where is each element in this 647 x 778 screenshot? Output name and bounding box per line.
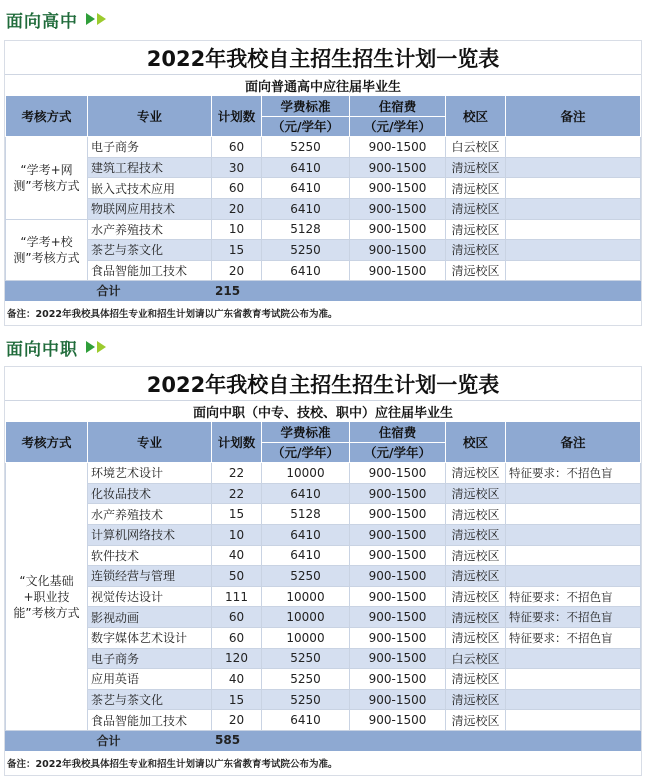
total-filler (262, 281, 641, 301)
major-cell: 软件技术 (88, 545, 212, 566)
fee-cell: 10000 (262, 586, 350, 607)
plan-cell: 60 (212, 627, 262, 648)
major-cell: 视觉传达设计 (88, 586, 212, 607)
campus-cell: 清远校区 (446, 463, 506, 484)
fee-cell: 5250 (262, 669, 350, 690)
table-row (6, 627, 641, 648)
dorm-cell: 900-1500 (350, 463, 446, 484)
note-cell: 特征要求：不招色盲 (506, 607, 641, 628)
campus-cell: 清远校区 (446, 669, 506, 690)
dorm-cell: 900-1500 (350, 524, 446, 545)
note-cell (506, 669, 641, 690)
table-row (6, 586, 641, 607)
fee-cell: 10000 (262, 627, 350, 648)
dorm-cell: 900-1500 (350, 566, 446, 587)
total-filler (262, 730, 641, 750)
plan-cell: 10 (212, 524, 262, 545)
table-subtitle: 面向中职（中专、技校、职中）应往届毕业生 (192, 405, 453, 421)
campus-cell: 清远校区 (446, 483, 506, 504)
note-cell (506, 545, 641, 566)
note-cell (506, 648, 641, 669)
major-cell: 影视动画 (88, 607, 212, 628)
assessment-mode-cell: “学考+网测”考核方式 (6, 137, 88, 219)
fee-cell: 6410 (262, 198, 350, 219)
note-cell (506, 504, 641, 525)
plan-cell: 60 (212, 178, 262, 199)
major-cell: 应用英语 (88, 669, 212, 690)
total-value: 585 (212, 730, 262, 750)
plan-cell: 20 (212, 260, 262, 281)
assessment-mode-cell: “文化基础+职业技能”考核方式 (6, 463, 88, 731)
major-cell: 环境艺术设计 (88, 463, 212, 484)
dorm-cell: 900-1500 (350, 178, 446, 199)
table-row (6, 669, 641, 690)
campus-cell: 清远校区 (446, 689, 506, 710)
dorm-cell: 900-1500 (350, 710, 446, 731)
fee-cell: 10000 (262, 463, 350, 484)
plan-cell: 60 (212, 137, 262, 158)
plan-cell: 20 (212, 710, 262, 731)
major-cell: 食品智能加工技术 (88, 260, 212, 281)
fee-cell: 5250 (262, 137, 350, 158)
header-fee: 学费标准 (262, 422, 350, 443)
major-cell: 建筑工程技术 (88, 157, 212, 178)
arrow-icon (86, 13, 95, 25)
major-cell: 茶艺与茶文化 (88, 240, 212, 261)
fee-cell: 5250 (262, 689, 350, 710)
table-row (6, 566, 641, 587)
plan-cell: 30 (212, 157, 262, 178)
major-cell: 电子商务 (88, 137, 212, 158)
table-row (6, 198, 641, 219)
header-fee: 学费标准 (262, 96, 350, 117)
dorm-cell: 900-1500 (350, 240, 446, 261)
table-row (6, 483, 641, 504)
fee-cell: 6410 (262, 483, 350, 504)
campus-cell: 白云校区 (446, 648, 506, 669)
dorm-cell: 900-1500 (350, 648, 446, 669)
note-cell (506, 198, 641, 219)
fee-cell: 6410 (262, 157, 350, 178)
fee-cell: 5250 (262, 648, 350, 669)
table-row (6, 524, 641, 545)
plan-cell: 40 (212, 545, 262, 566)
table-row (6, 504, 641, 525)
major-cell: 化妆品技术 (88, 483, 212, 504)
header-campus: 校区 (446, 96, 506, 137)
plan-cell: 40 (212, 669, 262, 690)
fee-cell: 6410 (262, 178, 350, 199)
campus-cell: 清远校区 (446, 219, 506, 240)
campus-cell: 清远校区 (446, 198, 506, 219)
campus-cell: 清远校区 (446, 607, 506, 628)
plan-cell: 50 (212, 566, 262, 587)
fee-cell: 6410 (262, 710, 350, 731)
major-cell: 嵌入式技术应用 (88, 178, 212, 199)
plan-cell: 20 (212, 198, 262, 219)
fee-cell: 6410 (262, 524, 350, 545)
note-cell: 特征要求：不招色盲 (506, 463, 641, 484)
major-cell: 水产养殖技术 (88, 219, 212, 240)
fee-cell: 6410 (262, 545, 350, 566)
fee-cell: 10000 (262, 607, 350, 628)
dorm-cell: 900-1500 (350, 504, 446, 525)
fee-cell: 6410 (262, 260, 350, 281)
plan-cell: 111 (212, 586, 262, 607)
major-cell: 电子商务 (88, 648, 212, 669)
campus-cell: 清远校区 (446, 260, 506, 281)
table-row (6, 689, 641, 710)
plan-table (5, 95, 641, 301)
total-row (6, 281, 641, 301)
header-dorm-unit: （元/学年） (350, 116, 446, 137)
note-cell (506, 260, 641, 281)
dorm-cell: 900-1500 (350, 219, 446, 240)
campus-cell: 清远校区 (446, 524, 506, 545)
campus-cell: 清远校区 (446, 157, 506, 178)
note-cell (506, 137, 641, 158)
table-body (6, 137, 641, 301)
header-major: 专业 (88, 96, 212, 137)
assessment-mode-cell: “学考+校测”考核方式 (6, 219, 88, 281)
campus-cell: 清远校区 (446, 627, 506, 648)
section-heading-vocational (0, 332, 647, 362)
note-cell (506, 524, 641, 545)
note-cell (506, 710, 641, 731)
header-fee-unit: （元/学年） (262, 442, 350, 463)
table-row (6, 260, 641, 281)
footnote: 备注：2022年我校具体招生专业和招生计划请以广东省教育考试院公布为准。 (7, 309, 338, 321)
table-row (6, 157, 641, 178)
dorm-cell: 900-1500 (350, 689, 446, 710)
table-row (6, 463, 641, 484)
admission-table-high-school (4, 40, 642, 326)
total-label: 合计 (6, 730, 212, 750)
table-row (6, 137, 641, 158)
plan-cell: 60 (212, 607, 262, 628)
plan-cell: 15 (212, 504, 262, 525)
table-row (6, 240, 641, 261)
header-campus: 校区 (446, 422, 506, 463)
arrow-icon (97, 341, 106, 353)
section-title: 面向中职 (6, 339, 78, 360)
campus-cell: 清远校区 (446, 566, 506, 587)
table-row (6, 178, 641, 199)
major-cell: 计算机网络技术 (88, 524, 212, 545)
plan-cell: 15 (212, 689, 262, 710)
section-title: 面向高中 (6, 11, 78, 32)
table-row (6, 648, 641, 669)
major-cell: 连锁经营与管理 (88, 566, 212, 587)
note-cell (506, 240, 641, 261)
table-row (6, 219, 641, 240)
dorm-cell: 900-1500 (350, 198, 446, 219)
dorm-cell: 900-1500 (350, 157, 446, 178)
note-cell (506, 178, 641, 199)
table-title: 2022年我校自主招生招生计划一览表 (5, 367, 641, 401)
footnote: 备注：2022年我校具体招生专业和招生计划请以广东省教育考试院公布为准。 (7, 758, 338, 770)
section-heading-high-school (0, 4, 647, 34)
table-title: 2022年我校自主招生招生计划一览表 (5, 41, 641, 75)
table-row (6, 545, 641, 566)
note-cell: 特征要求：不招色盲 (506, 627, 641, 648)
header-plan: 计划数 (212, 422, 262, 463)
table-subtitle: 面向普通高中应往届毕业生 (244, 79, 401, 95)
campus-cell: 清远校区 (446, 240, 506, 261)
fee-cell: 5128 (262, 219, 350, 240)
plan-cell: 10 (212, 219, 262, 240)
plan-cell: 15 (212, 240, 262, 261)
campus-cell: 清远校区 (446, 545, 506, 566)
arrow-icon (86, 341, 95, 353)
header-mode: 考核方式 (6, 96, 88, 137)
plan-table (5, 421, 641, 751)
admission-table-vocational (4, 366, 642, 776)
arrow-icon (97, 13, 106, 25)
header-dorm: 住宿费 (350, 96, 446, 117)
header-major: 专业 (88, 422, 212, 463)
fee-cell: 5250 (262, 240, 350, 261)
dorm-cell: 900-1500 (350, 483, 446, 504)
dorm-cell: 900-1500 (350, 607, 446, 628)
campus-cell: 白云校区 (446, 137, 506, 158)
campus-cell: 清远校区 (446, 586, 506, 607)
note-cell (506, 566, 641, 587)
major-cell: 茶艺与茶文化 (88, 689, 212, 710)
campus-cell: 清远校区 (446, 504, 506, 525)
plan-cell: 120 (212, 648, 262, 669)
dorm-cell: 900-1500 (350, 586, 446, 607)
campus-cell: 清远校区 (446, 710, 506, 731)
note-cell (506, 157, 641, 178)
header-note: 备注 (506, 96, 641, 137)
dorm-cell: 900-1500 (350, 669, 446, 690)
major-cell: 数字媒体艺术设计 (88, 627, 212, 648)
total-value: 215 (212, 281, 262, 301)
total-label: 合计 (6, 281, 212, 301)
plan-cell: 22 (212, 483, 262, 504)
note-cell (506, 219, 641, 240)
dorm-cell: 900-1500 (350, 137, 446, 158)
header-plan: 计划数 (212, 96, 262, 137)
note-cell (506, 689, 641, 710)
header-note: 备注 (506, 422, 641, 463)
major-cell: 物联网应用技术 (88, 198, 212, 219)
fee-cell: 5128 (262, 504, 350, 525)
major-cell: 水产养殖技术 (88, 504, 212, 525)
campus-cell: 清远校区 (446, 178, 506, 199)
header-fee-unit: （元/学年） (262, 116, 350, 137)
dorm-cell: 900-1500 (350, 545, 446, 566)
header-dorm: 住宿费 (350, 422, 446, 443)
header-mode: 考核方式 (6, 422, 88, 463)
plan-cell: 22 (212, 463, 262, 484)
table-body (6, 463, 641, 751)
fee-cell: 5250 (262, 566, 350, 587)
dorm-cell: 900-1500 (350, 627, 446, 648)
major-cell: 食品智能加工技术 (88, 710, 212, 731)
note-cell: 特征要求：不招色盲 (506, 586, 641, 607)
table-row (6, 607, 641, 628)
total-row (6, 730, 641, 750)
table-row (6, 710, 641, 731)
note-cell (506, 483, 641, 504)
header-dorm-unit: （元/学年） (350, 442, 446, 463)
dorm-cell: 900-1500 (350, 260, 446, 281)
